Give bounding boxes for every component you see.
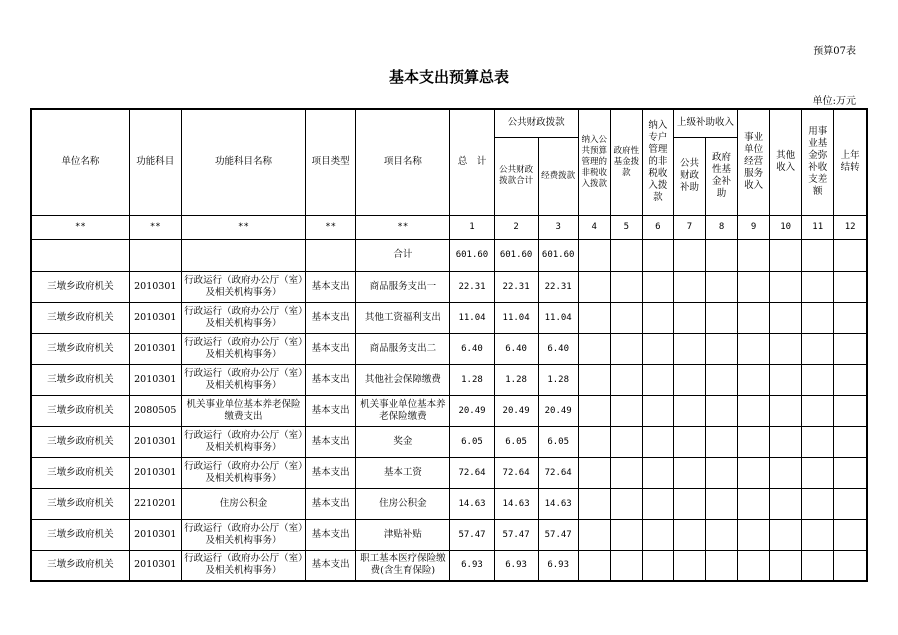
total-label: 合计	[356, 239, 450, 271]
empty-cell	[642, 364, 673, 395]
empty-cell	[738, 271, 770, 302]
unit-label: 单位:万元	[812, 96, 856, 107]
empty-cell	[673, 302, 705, 333]
table-row	[31, 271, 867, 302]
pf-total-cell: 11.04	[494, 302, 538, 333]
empty-cell	[642, 271, 673, 302]
empty-cell	[642, 457, 673, 488]
index-cell: 8	[705, 215, 737, 239]
empty-cell	[770, 426, 802, 457]
index-cell: 11	[802, 215, 834, 239]
func-name-cell: 行政运行（政府办公厅（室）及相关机构事务）	[181, 426, 305, 457]
empty-cell	[610, 488, 642, 519]
empty-cell	[578, 457, 610, 488]
index-cell: 1	[450, 215, 494, 239]
empty-cell	[610, 457, 642, 488]
empty-cell	[610, 550, 642, 581]
empty-cell	[642, 550, 673, 581]
total-cell: 6.40	[450, 333, 494, 364]
empty-cell	[770, 271, 802, 302]
empty-cell	[673, 457, 705, 488]
empty-cell	[738, 550, 770, 581]
expense-cell: 14.63	[538, 488, 578, 519]
header-other-income: 其他收入	[770, 109, 802, 215]
proj-type-cell: 基本支出	[306, 333, 356, 364]
empty-cell	[770, 302, 802, 333]
empty-cell	[578, 519, 610, 550]
page-title: 基本支出预算总表	[388, 68, 509, 86]
unit-name-cell: 三墩乡政府机关	[31, 271, 129, 302]
total-cell: 20.49	[450, 395, 494, 426]
expense-cell: 22.31	[538, 271, 578, 302]
func-name-cell: 机关事业单位基本养老保险缴费支出	[181, 395, 305, 426]
empty-cell	[834, 333, 867, 364]
empty-cell	[578, 395, 610, 426]
func-name-cell: 住房公积金	[181, 488, 305, 519]
proj-type-cell: 基本支出	[306, 302, 356, 333]
pf-total-cell: 6.93	[494, 550, 538, 581]
empty-cell	[705, 302, 737, 333]
empty-cell	[738, 364, 770, 395]
func-code-cell: 2010301	[129, 426, 181, 457]
pf-total-cell: 1.28	[494, 364, 538, 395]
expense-cell: 6.40	[538, 333, 578, 364]
header-total: 总 计	[450, 109, 494, 215]
total-cell: 14.63	[450, 488, 494, 519]
expense-cell: 20.49	[538, 395, 578, 426]
empty-cell	[705, 457, 737, 488]
proj-name-cell: 奖金	[356, 426, 450, 457]
index-row	[31, 215, 867, 239]
header-non-tax-special: 纳入专户管理的非税收入拨款	[642, 109, 673, 215]
index-cell: 6	[642, 215, 673, 239]
proj-name-cell: 其他社会保障缴费	[356, 364, 450, 395]
total-cell: 6.93	[450, 550, 494, 581]
empty-cell	[802, 550, 834, 581]
empty-cell	[802, 395, 834, 426]
empty-cell	[578, 550, 610, 581]
func-name-cell: 行政运行（政府办公厅（室）及相关机构事务）	[181, 519, 305, 550]
header-upper-subsidy-group: 上级补助收入	[673, 109, 737, 137]
empty-cell	[738, 488, 770, 519]
empty-cell	[802, 302, 834, 333]
empty-cell	[834, 519, 867, 550]
table-row	[31, 364, 867, 395]
empty-cell	[802, 271, 834, 302]
func-code-cell: 2010301	[129, 550, 181, 581]
func-name-cell: 行政运行（政府办公厅（室）及相关机构事务）	[181, 271, 305, 302]
proj-name-cell: 职工基本医疗保险缴费(含生育保险)	[356, 550, 450, 581]
expense-cell: 11.04	[538, 302, 578, 333]
empty-cell	[578, 302, 610, 333]
header-proj-name: 项目名称	[356, 109, 450, 215]
func-name-cell: 行政运行（政府办公厅（室）及相关机构事务）	[181, 333, 305, 364]
total-row	[31, 239, 867, 271]
proj-type-cell: 基本支出	[306, 426, 356, 457]
empty-cell	[642, 426, 673, 457]
func-code-cell: 2010301	[129, 302, 181, 333]
expense-cell: 6.05	[538, 426, 578, 457]
index-cell: **	[356, 215, 450, 239]
empty-cell	[610, 426, 642, 457]
expense-cell: 1.28	[538, 364, 578, 395]
header-non-tax-public: 纳入公共预算管理的非税收入拨款	[578, 109, 610, 215]
header-func-code: 功能科目	[129, 109, 181, 215]
index-cell: 5	[610, 215, 642, 239]
header-gov-fund: 政府性基金拨款	[610, 109, 642, 215]
expense-cell: 72.64	[538, 457, 578, 488]
empty-cell	[738, 426, 770, 457]
unit-name-cell: 三墩乡政府机关	[31, 302, 129, 333]
empty-cell	[642, 395, 673, 426]
expense-cell: 6.93	[538, 550, 578, 581]
header-func-name: 功能科目名称	[181, 109, 305, 215]
empty-cell	[673, 395, 705, 426]
empty-cell	[738, 395, 770, 426]
empty-cell	[673, 488, 705, 519]
func-name-cell: 行政运行（政府办公厅（室）及相关机构事务）	[181, 457, 305, 488]
empty-cell	[705, 395, 737, 426]
empty-cell	[834, 271, 867, 302]
empty-cell	[610, 333, 642, 364]
unit-name-cell: 三墩乡政府机关	[31, 550, 129, 581]
func-name-cell: 行政运行（政府办公厅（室）及相关机构事务）	[181, 302, 305, 333]
empty-cell	[802, 364, 834, 395]
func-code-cell: 2010301	[129, 457, 181, 488]
total-cell: 11.04	[450, 302, 494, 333]
func-code-cell: 2010301	[129, 271, 181, 302]
empty-cell	[673, 519, 705, 550]
pf-total-cell: 20.49	[494, 395, 538, 426]
header-public-finance-subsidy: 公共财政补助	[673, 137, 705, 215]
empty-cell	[673, 271, 705, 302]
proj-name-cell: 机关事业单位基本养老保险缴费	[356, 395, 450, 426]
empty-cell	[834, 457, 867, 488]
unit-name-cell: 三墩乡政府机关	[31, 457, 129, 488]
empty-cell	[770, 364, 802, 395]
header-reserve-fund: 用事业基金弥补收支差额	[802, 109, 834, 215]
empty-cell	[642, 333, 673, 364]
index-cell: **	[306, 215, 356, 239]
func-code-cell: 2010301	[129, 364, 181, 395]
proj-type-cell: 基本支出	[306, 395, 356, 426]
header-public-finance-total: 公共财政拨款合计	[494, 137, 538, 215]
proj-name-cell: 住房公积金	[356, 488, 450, 519]
empty-cell	[834, 395, 867, 426]
header-proj-type: 项目类型	[306, 109, 356, 215]
empty-cell	[834, 488, 867, 519]
empty-cell	[705, 550, 737, 581]
empty-cell	[770, 457, 802, 488]
empty-cell	[578, 488, 610, 519]
unit-name-cell: 三墩乡政府机关	[31, 333, 129, 364]
empty-cell	[705, 426, 737, 457]
budget-table	[30, 108, 868, 582]
pf-total-cell: 14.63	[494, 488, 538, 519]
table-row	[31, 457, 867, 488]
empty-cell	[673, 550, 705, 581]
empty-cell	[673, 426, 705, 457]
table-row	[31, 395, 867, 426]
index-cell: **	[31, 215, 129, 239]
pf-total-cell: 22.31	[494, 271, 538, 302]
header-unit-name: 单位名称	[31, 109, 129, 215]
func-code-cell: 2010301	[129, 333, 181, 364]
empty-cell	[802, 426, 834, 457]
func-name-cell: 行政运行（政府办公厅（室）及相关机构事务）	[181, 550, 305, 581]
empty-cell	[834, 364, 867, 395]
index-cell: **	[129, 215, 181, 239]
table-row	[31, 426, 867, 457]
empty-cell	[705, 519, 737, 550]
pf-total-cell: 6.40	[494, 333, 538, 364]
empty-cell	[610, 271, 642, 302]
header-gov-fund-subsidy: 政府性基金补助	[705, 137, 737, 215]
empty-cell	[610, 519, 642, 550]
empty-cell	[738, 302, 770, 333]
pf-total-cell: 57.47	[494, 519, 538, 550]
table-row	[31, 550, 867, 581]
func-name-cell: 行政运行（政府办公厅（室）及相关机构事务）	[181, 364, 305, 395]
func-code-cell: 2010301	[129, 519, 181, 550]
index-cell: 4	[578, 215, 610, 239]
empty-cell	[673, 333, 705, 364]
empty-cell	[610, 302, 642, 333]
proj-type-cell: 基本支出	[306, 550, 356, 581]
header-prior-year: 上年结转	[834, 109, 867, 215]
empty-cell	[770, 395, 802, 426]
proj-name-cell: 津贴补贴	[356, 519, 450, 550]
unit-name-cell: 三墩乡政府机关	[31, 426, 129, 457]
empty-cell	[642, 302, 673, 333]
unit-name-cell: 三墩乡政府机关	[31, 488, 129, 519]
proj-name-cell: 商品服务支出一	[356, 271, 450, 302]
empty-cell	[578, 271, 610, 302]
index-cell: 10	[770, 215, 802, 239]
empty-cell	[642, 519, 673, 550]
empty-cell	[802, 333, 834, 364]
empty-cell	[705, 271, 737, 302]
total-sum: 601.60	[450, 239, 494, 271]
empty-cell	[834, 426, 867, 457]
unit-name-cell: 三墩乡政府机关	[31, 519, 129, 550]
proj-type-cell: 基本支出	[306, 457, 356, 488]
proj-type-cell: 基本支出	[306, 364, 356, 395]
proj-type-cell: 基本支出	[306, 271, 356, 302]
proj-name-cell: 其他工资福利支出	[356, 302, 450, 333]
empty-cell	[578, 364, 610, 395]
empty-cell	[738, 457, 770, 488]
header-public-finance-group: 公共财政拨款	[494, 109, 578, 137]
proj-type-cell: 基本支出	[306, 519, 356, 550]
header-expense-alloc: 经费拨款	[538, 137, 578, 215]
empty-cell	[834, 302, 867, 333]
func-code-cell: 2080505	[129, 395, 181, 426]
empty-cell	[705, 488, 737, 519]
unit-name-cell: 三墩乡政府机关	[31, 364, 129, 395]
total-pf-total: 601.60	[494, 239, 538, 271]
empty-cell	[802, 519, 834, 550]
proj-type-cell: 基本支出	[306, 488, 356, 519]
unit-name-cell: 三墩乡政府机关	[31, 395, 129, 426]
total-cell: 6.05	[450, 426, 494, 457]
index-cell: 3	[538, 215, 578, 239]
empty-cell	[802, 457, 834, 488]
index-cell: 12	[834, 215, 867, 239]
empty-cell	[770, 519, 802, 550]
total-cell: 72.64	[450, 457, 494, 488]
index-cell: 7	[673, 215, 705, 239]
empty-cell	[578, 426, 610, 457]
empty-cell	[673, 364, 705, 395]
empty-cell	[610, 364, 642, 395]
total-cell: 57.47	[450, 519, 494, 550]
expense-cell: 57.47	[538, 519, 578, 550]
index-cell: 9	[738, 215, 770, 239]
proj-name-cell: 商品服务支出二	[356, 333, 450, 364]
empty-cell	[770, 488, 802, 519]
pf-total-cell: 72.64	[494, 457, 538, 488]
index-cell: **	[181, 215, 305, 239]
table-row	[31, 302, 867, 333]
header-business-income: 事业单位经营服务收入	[738, 109, 770, 215]
empty-cell	[610, 395, 642, 426]
empty-cell	[705, 364, 737, 395]
empty-cell	[578, 333, 610, 364]
empty-cell	[834, 550, 867, 581]
total-cell: 22.31	[450, 271, 494, 302]
empty-cell	[738, 519, 770, 550]
empty-cell	[770, 333, 802, 364]
empty-cell	[705, 333, 737, 364]
proj-name-cell: 基本工资	[356, 457, 450, 488]
total-cell: 1.28	[450, 364, 494, 395]
table-row	[31, 333, 867, 364]
empty-cell	[770, 550, 802, 581]
pf-total-cell: 6.05	[494, 426, 538, 457]
empty-cell	[738, 333, 770, 364]
form-number: 预算07表	[813, 46, 856, 57]
total-expense: 601.60	[538, 239, 578, 271]
index-cell: 2	[494, 215, 538, 239]
table-row	[31, 488, 867, 519]
func-code-cell: 2210201	[129, 488, 181, 519]
empty-cell	[802, 488, 834, 519]
empty-cell	[642, 488, 673, 519]
table-row	[31, 519, 867, 550]
